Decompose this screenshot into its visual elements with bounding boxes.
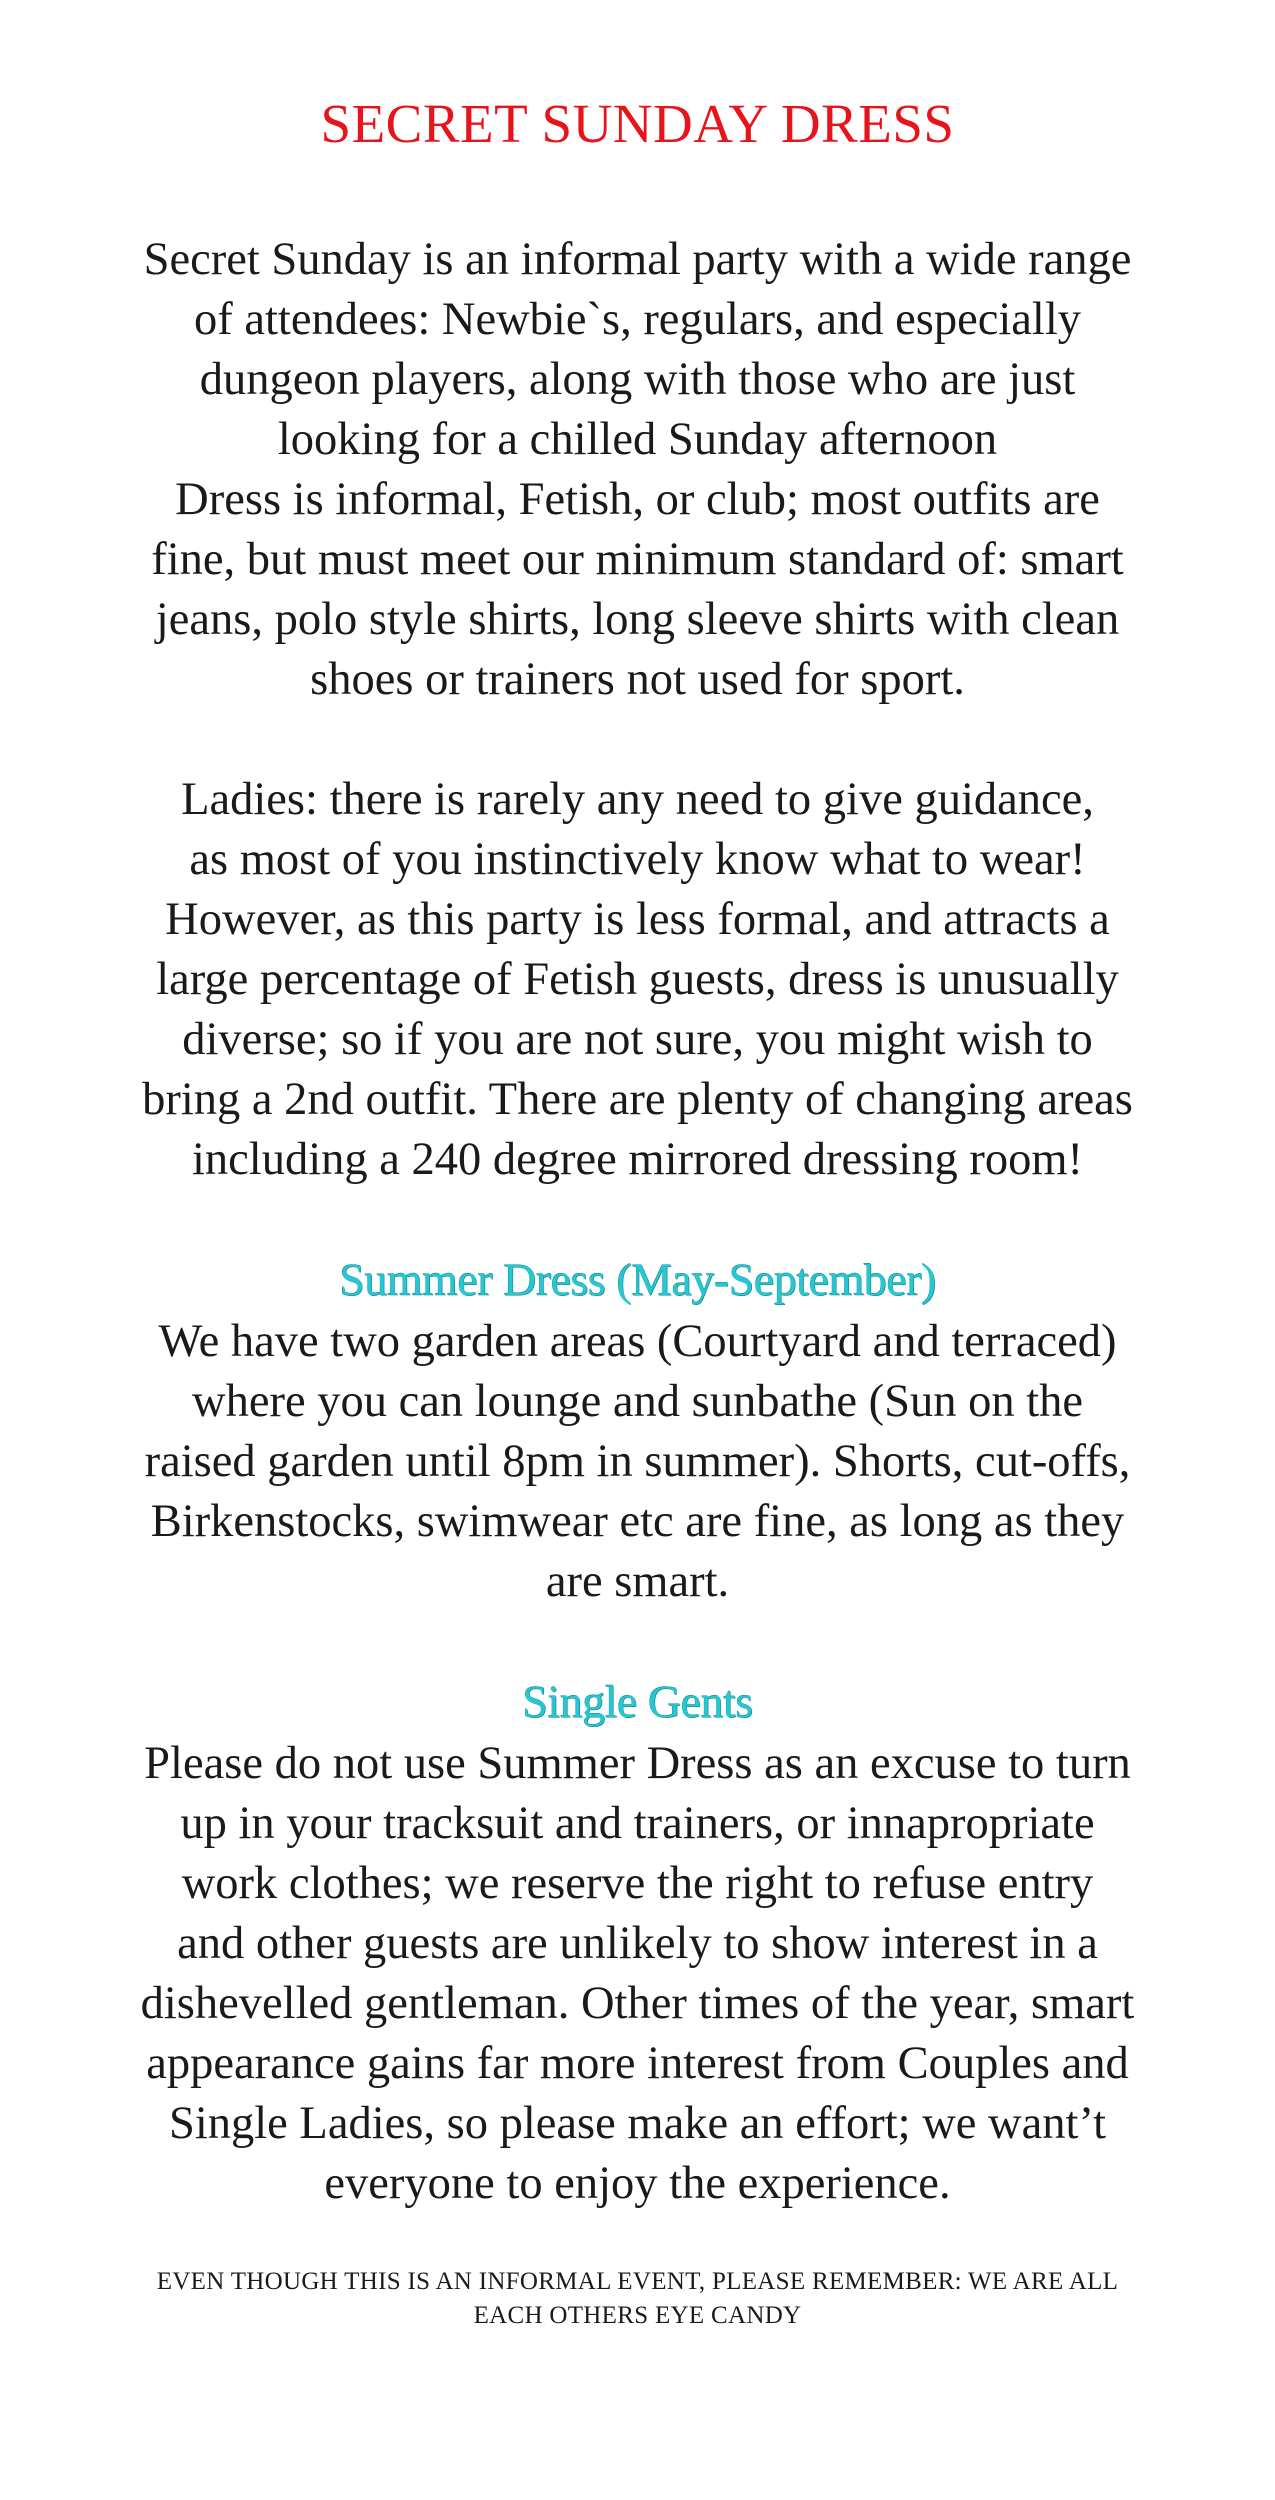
ladies-line: large percentage of Fetish guests, dress is unusually [156,954,1119,1005]
gents-line: up in your tracksuit and trainers, or innapropriate [180,1798,1095,1849]
ladies-line: as most of you instinctively know what to wear! [189,834,1086,885]
gents-line: and other guests are unlikely to show interest in a [177,1918,1098,1969]
gents-line: appearance gains far more interest from Couples and [146,2038,1129,2089]
gents-line: work clothes; we reserve the right to refuse entry [181,1858,1094,1909]
summer-line: Birkenstocks, swimwear etc are fine, as long as they [150,1496,1125,1547]
gents-line: Please do not use Summer Dress as an excuse to turn [144,1738,1131,1789]
ladies-line: diverse; so if you are not sure, you might wish to [182,1014,1093,1065]
summer-line: raised garden until 8pm in summer). Shorts, cut-offs, [144,1436,1131,1487]
intro-line: dungeon players, along with those who are just [199,354,1076,405]
ladies-line: bring a 2nd outfit. There are plenty of changing areas [142,1074,1133,1125]
gents-line: everyone to enjoy the experience. [324,2158,951,2209]
intro-line: jeans, polo style shirts, long sleeve shirts with clean [155,594,1120,645]
intro-line: fine, but must meet our minimum standard of: smart [151,534,1124,585]
ladies-paragraph [90,770,1185,1190]
intro-line: Secret Sunday is an informal party with a wide range [143,234,1132,285]
summer-dress-heading: Summer Dress (May-September) [339,1254,936,1305]
summer-line: where you can lounge and sunbathe (Sun on the [191,1376,1083,1427]
gents-line: Single Ladies, so please make an effort; we want’t [168,2098,1107,2149]
ladies-line: Ladies: there is rarely any need to give guidance, [181,774,1094,825]
single-gents-heading: Single Gents [522,1676,753,1727]
page-title: SECRET SUNDAY DRESS [320,93,955,154]
intro-paragraph [90,230,1185,710]
intro-line: Dress is informal, Fetish, or club; most outfits are [175,474,1100,525]
ladies-line: However, as this party is less formal, and attracts a [165,894,1110,945]
footer-line: EVEN THOUGH THIS IS AN INFORMAL EVENT, PLEASE REMEMBER: WE ARE ALL [156,2268,1119,2295]
gents-line: dishevelled gentleman. Other times of the year, smart [140,1978,1135,2029]
single-gents-paragraph [90,1734,1185,2214]
intro-line: of attendees: Newbie`s, regulars, and especially [193,294,1082,345]
summer-line: We have two garden areas (Courtyard and terraced) [158,1316,1117,1367]
summer-dress-paragraph [90,1312,1185,1612]
footer-note [90,2265,1185,2333]
ladies-line: including a 240 degree mirrored dressing room! [192,1134,1083,1185]
summer-line: are smart. [545,1556,730,1607]
intro-line: shoes or trainers not used for sport. [310,654,965,705]
footer-line: EACH OTHERS EYE CANDY [473,2302,802,2329]
intro-line: looking for a chilled Sunday afternoon [277,414,998,465]
